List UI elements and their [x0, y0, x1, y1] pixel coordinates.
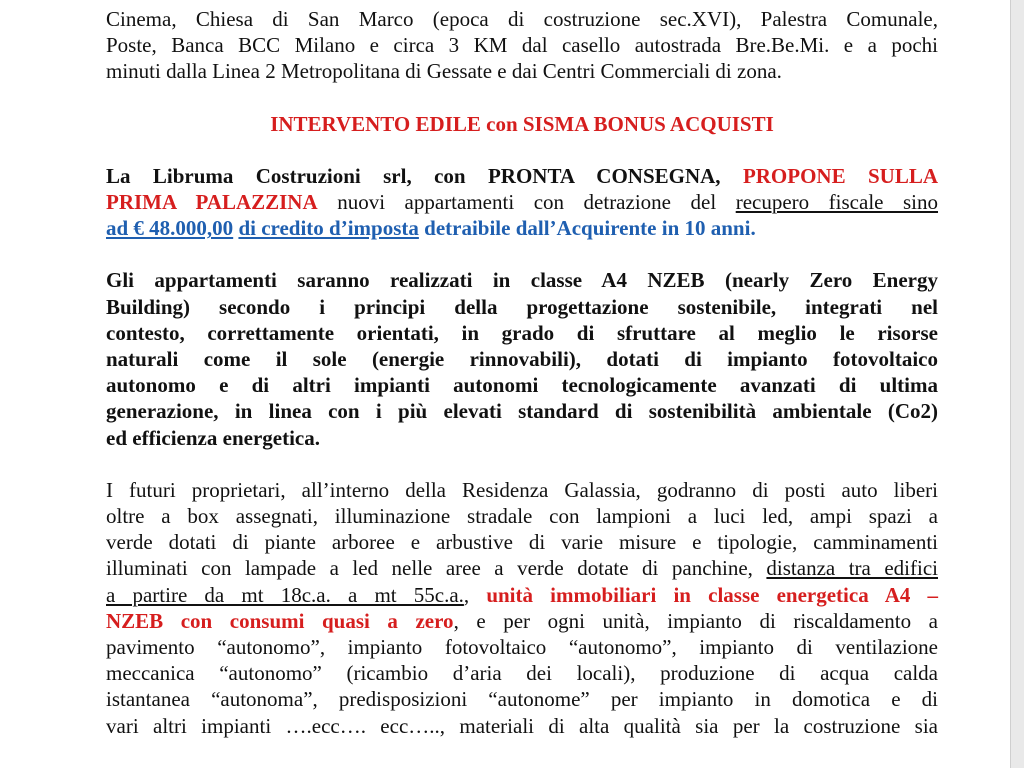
intro-paragraph [106, 6, 938, 85]
text-line: autonomo e di altri impianti autonomi tecnologicamente avanzati di ultima [106, 373, 938, 398]
owners-distance: a partire da mt 18c.a. a mt 55c.a. [106, 582, 464, 607]
offer-amount: ad € 48.000,00 [106, 216, 234, 241]
offer-credit: di credito d’imposta [238, 216, 419, 241]
text-line [106, 582, 938, 608]
offer-paragraph [106, 163, 938, 242]
owners-text: , [463, 582, 470, 607]
text-line: I futuri proprietari, all’interno della Residenza Galassia, godranno di posti auto liberi [106, 477, 938, 502]
owners-energy-class: NZEB con consumi quasi a zero [106, 608, 454, 633]
offer-fiscal: recupero fiscale sino [735, 190, 939, 215]
text-line: oltre a box assegnati, illuminazione stradale con lampioni a luci led, ampi spazi a [106, 504, 938, 529]
text-line [106, 189, 938, 215]
text-line: vari altri impianti ….ecc…. ecc….., materiali di alta qualità sia per la costruzione sia [106, 713, 938, 738]
offer-text: nuovi appartamenti con detrazione del [337, 190, 717, 215]
owners-text: illuminati con lampade a led nelle aree a verde dotate di panchine, [106, 556, 753, 581]
section-heading: INTERVENTO EDILE con SISMA BONUS ACQUISTI [270, 111, 774, 136]
text-line: meccanica “autonomo” (ricambio d’aria dei locali), produzione di acqua calda [106, 661, 938, 686]
owners-distance: distanza tra edifici [766, 556, 938, 581]
owners-energy-class: unità immobiliari in classe energetica A4 – [486, 582, 939, 607]
text-line: verde dotati di piante arboree e arbustive di varie misure e tipologie, camminamenti [106, 530, 938, 555]
text-line: generazione, in linea con i più elevati standard di sostenibilità ambientale (Co2) [106, 399, 938, 424]
document-body [106, 6, 938, 739]
text-line: contesto, correttamente orientati, in grado di sfruttare al meglio le risorse [106, 320, 938, 345]
offer-building: PRIMA PALAZZINA [106, 190, 318, 215]
owners-paragraph [106, 477, 938, 739]
text-line: minuti dalla Linea 2 Metropolitana di Gessate e dai Centri Commerciali di zona. [106, 59, 782, 84]
text-line: ed efficienza energetica. [106, 425, 320, 450]
offer-company: La Libruma Costruzioni srl, con PRONTA CONSEGNA, [106, 163, 721, 188]
text-line [106, 163, 938, 189]
text-line: pavimento “autonomo”, impianto fotovoltaico “autonomo”, impianto di ventilazione [106, 635, 938, 660]
text-line: istantanea “autonoma”, predisposizioni “autonome” per impianto in domotica e di [106, 687, 938, 712]
text-line: naturali come il sole (energie rinnovabili), dotati di impianto fotovoltaico [106, 347, 938, 372]
text-line: Building) secondo i principi della progettazione sostenibile, integrati nel [106, 294, 938, 319]
offer-proposal: PROPONE SULLA [742, 163, 938, 188]
page-edge-shadow [1010, 0, 1024, 768]
text-line: Gli appartamenti saranno realizzati in classe A4 NZEB (nearly Zero Energy [106, 268, 938, 293]
text-line: Poste, Banca BCC Milano e circa 3 KM dal casello autostrada Bre.Be.Mi. e a pochi [106, 33, 938, 58]
nzeb-paragraph [106, 267, 938, 450]
offer-deduction: detraibile dall’Acquirente in 10 anni. [424, 216, 756, 241]
text-line: Cinema, Chiesa di San Marco (epoca di costruzione sec.XVI), Palestra Comunale, [106, 7, 938, 31]
owners-text: , e per ogni unità, impianto di riscaldamento a [453, 608, 938, 633]
text-line [106, 215, 938, 241]
text-line [106, 555, 938, 581]
text-line [106, 608, 938, 634]
